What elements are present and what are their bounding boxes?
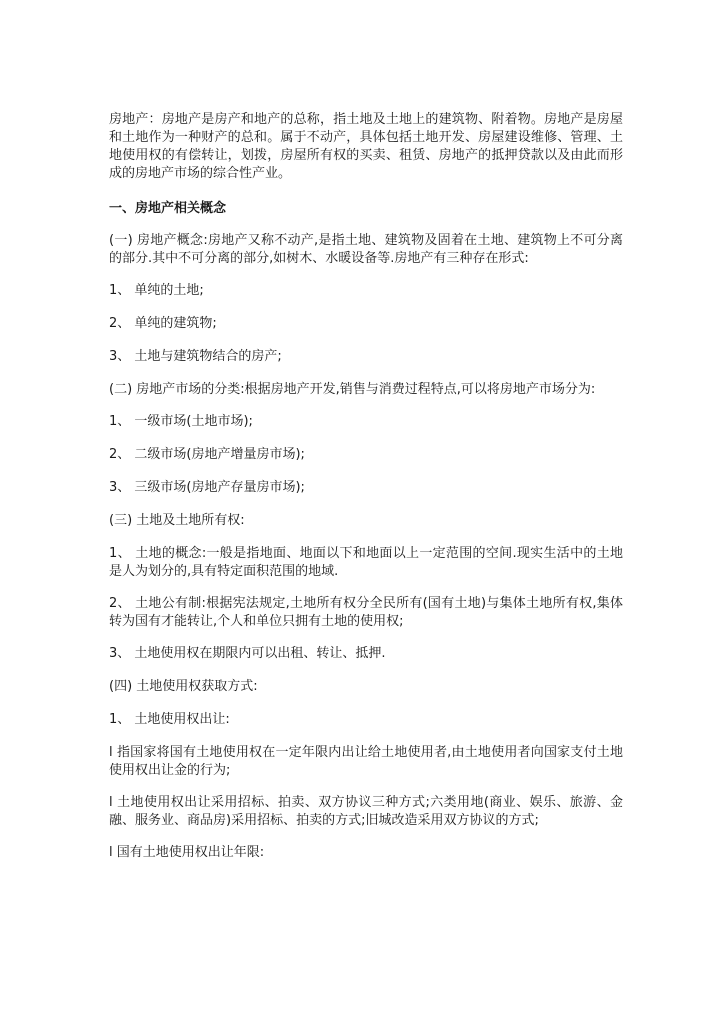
list-item: 3、 土地使用权在期限内可以出租、转让、抵押. — [109, 646, 386, 661]
list-item: 2、 单纯的建筑物; — [109, 316, 217, 331]
list-item: 1、 单纯的土地; — [109, 283, 204, 298]
section-heading: 一、房地产相关概念 — [109, 201, 227, 216]
list-item: 2、 二级市场(房地产增量房市场); — [109, 447, 305, 462]
list-item: 1、 一级市场(土地市场); — [109, 414, 253, 429]
sub-heading: 1、 土地使用权出让: — [109, 712, 230, 727]
acquire-paragraph: (四) 土地使用权获取方式: — [109, 679, 258, 694]
document-page — [109, 111, 623, 862]
bullet-item: l 指国家将国有土地使用权在一定年限内出让给土地使用者,由土地使用者向国家支付土地使用权出让金的行为; — [109, 745, 623, 778]
intro-paragraph: 房地产：房地产是房产和地产的总称，指土地及土地上的建筑物、附着物。房地产是房屋和土地作为一种财产的总和。属于不动产，具体包括土地开发、房屋建设维修、管理、土地使用权的有偿转让，划拨，房屋所有权的买卖、租赁、房地产的抵押贷款以及由此而形成的房地产市场的综合性产业。 — [109, 112, 623, 181]
list-item: 1、 土地的概念:一般是指地面、地面以下和地面以上一定范围的空间.现实生活中的土地是人为划分的,具有特定面积范围的地域. — [109, 546, 623, 579]
market-paragraph: (二) 房地产市场的分类:根据房地产开发,销售与消费过程特点,可以将房地产市场分为: — [109, 382, 596, 397]
list-item: 2、 土地公有制:根据宪法规定,土地所有权分全民所有(国有土地)与集体土地所有权,集体转为国有才能转让,个人和单位只拥有土地的使用权; — [109, 596, 623, 629]
bullet-item: l 土地使用权出让采用招标、拍卖、双方协议三种方式;六类用地(商业、娱乐、旅游、金融、服务业、商品房)采用招标、拍卖的方式;旧城改造采用双方协议的方式; — [109, 795, 623, 828]
concept-paragraph: (一) 房地产概念:房地产又称不动产,是指土地、建筑物及固着在土地、建筑物上不可分离的部分.其中不可分离的部分,如树木、水暖设备等.房地产有三种存在形式: — [109, 233, 623, 266]
bullet-item: l 国有土地使用权出让年限: — [109, 845, 265, 860]
list-item: 3、 三级市场(房地产存量房市场); — [109, 480, 305, 495]
list-item: 3、 土地与建筑物结合的房产; — [109, 349, 282, 364]
land-paragraph: (三) 土地及土地所有权: — [109, 513, 245, 528]
